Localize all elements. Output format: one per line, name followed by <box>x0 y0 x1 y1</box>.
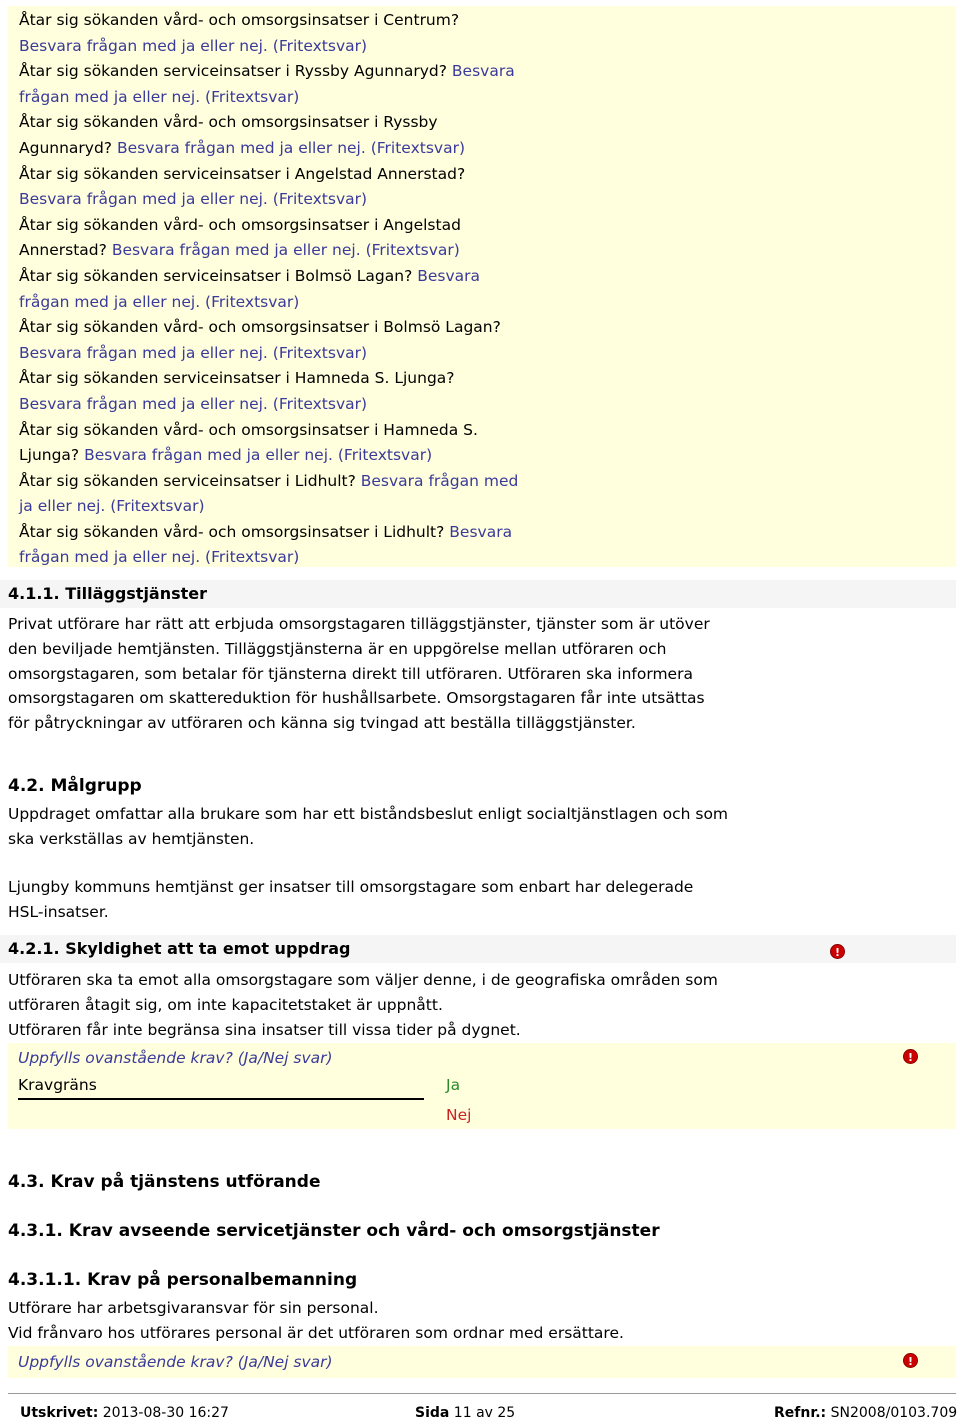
question-instruction: Besvara frågan med ja eller nej. (Fritextsvar) <box>19 394 368 413</box>
question-text: Åtar sig sökanden vård- och omsorgsinsatser i Hamneda S. <box>19 420 478 439</box>
warning-icon: ! <box>830 944 845 959</box>
answer-option-ja[interactable]: Ja <box>446 1076 461 1094</box>
text-line: Utföraren ska ta emot alla omsorgstagare som väljer denne, i de geografiska områden som <box>8 971 718 989</box>
section-heading-4-2-1: 4.2.1. Skyldighet att ta emot uppdrag <box>8 939 351 958</box>
question-line-2 <box>19 238 949 264</box>
question-instruction: Besvara <box>451 62 515 81</box>
footer-printed <box>20 1403 229 1421</box>
question-line-1 <box>19 8 949 34</box>
footer-page-label: Sida <box>415 1405 450 1421</box>
text-line: ska verkställas av hemtjänsten. <box>8 829 255 848</box>
paragraph-tillaggstjanster <box>8 612 710 736</box>
text-line: Privat utförare har rätt att erbjuda omsorgstagaren tilläggstjänster, tjänster som är utöver <box>8 615 710 633</box>
question-text: Annerstad? <box>19 241 112 260</box>
question-line-2 <box>19 290 949 316</box>
question-text: Ljunga? <box>19 446 85 465</box>
question-line-2 <box>19 341 949 367</box>
kravgrans-label: Kravgräns <box>18 1076 97 1094</box>
question-line-2 <box>19 34 949 60</box>
question-instruction: Besvara frågan med ja eller nej. (Fritextsvar) <box>84 446 433 465</box>
paragraph-personalbemanning <box>8 1296 624 1346</box>
question-line-1 <box>19 162 949 188</box>
question-instruction: Besvara frågan med ja eller nej. (Fritextsvar) <box>116 138 465 157</box>
warning-icon: ! <box>903 1049 918 1064</box>
text-line: den beviljade hemtjänsten. Tilläggstjänsterna är en uppgörelse mellan utföraren och <box>8 639 667 658</box>
text-line: för påtryckningar av utföraren och känna sig tvingad att beställa tilläggstjänster. <box>8 714 636 733</box>
warning-icon: ! <box>903 1353 918 1368</box>
question-text: Åtar sig sökanden serviceinsatser i Hamneda S. Ljunga? <box>19 369 455 388</box>
section-heading-4-3-1: 4.3.1. Krav avseende servicetjänster och vård- och omsorgstjänster <box>8 1221 660 1241</box>
question-line-1 <box>19 264 949 290</box>
question-instruction: Besvara frågan med ja eller nej. (Fritextsvar) <box>19 190 368 209</box>
question-instruction: ja eller nej. (Fritextsvar) <box>19 497 205 516</box>
section-heading-4-1-1: 4.1.1. Tilläggstjänster <box>8 584 208 603</box>
question-instruction: frågan med ja eller nej. (Fritextsvar) <box>19 87 300 106</box>
footer-ref <box>774 1403 957 1421</box>
requirement-question: Uppfylls ovanstående krav? (Ja/Nej svar) <box>18 1049 333 1067</box>
question-line-1 <box>19 315 949 341</box>
question-line-2 <box>19 136 949 162</box>
footer-printed-value: 2013-08-30 16:27 <box>98 1405 229 1421</box>
footer-ref-value: SN2008/0103.709 <box>826 1405 958 1421</box>
text-line: utföraren åtagit sig, om inte kapacitetstaket är uppnått. <box>8 995 443 1014</box>
question-instruction: frågan med ja eller nej. (Fritextsvar) <box>19 548 300 567</box>
question-list <box>19 8 949 571</box>
question-text: Agunnaryd? <box>19 138 117 157</box>
question-text: Åtar sig sökanden vård- och omsorgsinsatser i Lidhult? <box>19 522 450 541</box>
question-instruction: Besvara <box>417 266 481 285</box>
question-instruction: Besvara frågan med ja eller nej. (Fritextsvar) <box>19 343 368 362</box>
footer-page-value: 11 av 25 <box>449 1405 516 1421</box>
text-line: Uppdraget omfattar alla brukare som har ett biståndsbeslut enligt socialtjänstlagen och som <box>8 805 729 823</box>
footer-ref-label: Refnr.: <box>774 1405 827 1421</box>
question-text: Åtar sig sökanden vård- och omsorgsinsatser i Angelstad <box>19 215 461 234</box>
footer-rule <box>8 1393 956 1394</box>
question-instruction: Besvara <box>449 522 513 541</box>
paragraph-malgrupp-1 <box>8 802 728 852</box>
text-line: Ljungby kommuns hemtjänst ger insatser till omsorgstagare som enbart har delegerade <box>8 878 694 896</box>
section-heading-4-3-1-1: 4.3.1.1. Krav på personalbemanning <box>8 1270 358 1290</box>
question-line-1 <box>19 59 949 85</box>
question-instruction: Besvara frågan med <box>360 471 519 490</box>
question-text: Åtar sig sökanden serviceinsatser i Bolmsö Lagan? <box>19 266 418 285</box>
text-line: HSL-insatser. <box>8 902 109 921</box>
answer-option-nej[interactable]: Nej <box>446 1106 472 1124</box>
question-line-1 <box>19 366 949 392</box>
section-heading-4-2: 4.2. Målgrupp <box>8 776 142 796</box>
paragraph-skyldighet <box>8 968 718 1042</box>
question-text: Åtar sig sökanden vård- och omsorgsinsatser i Centrum? <box>19 11 460 29</box>
question-line-2 <box>19 392 949 418</box>
text-line: omsorgstagaren, som betalar för tjänsterna direkt till utföraren. Utföraren ska informera <box>8 664 693 683</box>
question-line-2 <box>19 85 949 111</box>
text-line: omsorgstagaren om skattereduktion för hushållsarbete. Omsorgstagaren får inte utsättas <box>8 689 705 708</box>
question-text: Åtar sig sökanden serviceinsatser i Angelstad Annerstad? <box>19 164 466 183</box>
question-line-2 <box>19 545 949 571</box>
question-text: Åtar sig sökanden vård- och omsorgsinsatser i Ryssby <box>19 113 438 132</box>
question-instruction: frågan med ja eller nej. (Fritextsvar) <box>19 292 300 311</box>
footer-printed-label: Utskrivet: <box>20 1405 99 1421</box>
text-line: Utföraren får inte begränsa sina insatser till vissa tider på dygnet. <box>8 1020 521 1039</box>
question-text: Åtar sig sökanden serviceinsatser i Lidhult? <box>19 471 361 490</box>
question-line-1 <box>19 520 949 546</box>
question-line-1 <box>19 418 949 444</box>
question-line-1 <box>19 213 949 239</box>
requirement-question-2: Uppfylls ovanstående krav? (Ja/Nej svar) <box>18 1353 333 1371</box>
question-text: Åtar sig sökanden vård- och omsorgsinsatser i Bolmsö Lagan? <box>19 318 501 337</box>
question-line-2 <box>19 187 949 213</box>
question-line-2 <box>19 443 949 469</box>
question-instruction: Besvara frågan med ja eller nej. (Fritextsvar) <box>19 36 368 55</box>
text-line: Vid frånvaro hos utförares personal är det utföraren som ordnar med ersättare. <box>8 1323 624 1342</box>
footer-page <box>415 1403 515 1421</box>
kravgrans-underline <box>18 1098 424 1100</box>
question-line-1 <box>19 110 949 136</box>
question-line-2 <box>19 494 949 520</box>
paragraph-malgrupp-2 <box>8 875 693 925</box>
question-text: Åtar sig sökanden serviceinsatser i Ryssby Agunnaryd? <box>19 62 452 81</box>
question-instruction: Besvara frågan med ja eller nej. (Fritextsvar) <box>111 241 460 260</box>
text-line: Utförare har arbetsgivaransvar för sin personal. <box>8 1299 379 1317</box>
question-line-1 <box>19 469 949 495</box>
section-heading-4-3: 4.3. Krav på tjänstens utförande <box>8 1172 321 1192</box>
